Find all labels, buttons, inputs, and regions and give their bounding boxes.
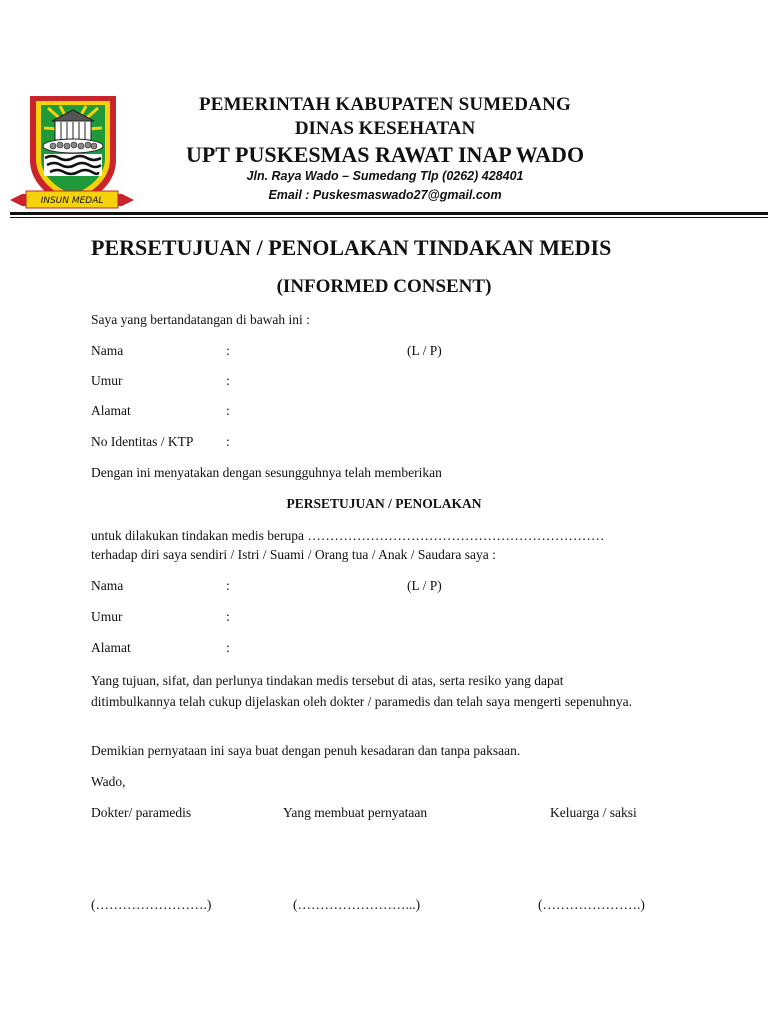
patient-age-label: Umur <box>91 609 123 624</box>
section-heading: PERSETUJUAN / PENOLAKAN <box>286 496 482 511</box>
signature-witness-label: Keluarga / saksi <box>550 805 637 820</box>
signature-doctor-label: Dokter/ paramedis <box>91 805 192 820</box>
patient-name-label: Nama <box>91 578 124 593</box>
field-gender-option: (L / P) <box>407 343 442 358</box>
header-address: Jln. Raya Wado – Sumedang Tlp (0262) 428401 <box>246 169 524 183</box>
closing-text: Demikian pernyataan ini saya buat dengan penuh kesadaran dan tanpa paksaan. <box>91 743 521 758</box>
intro-text: Saya yang bertandatangan di bawah ini : <box>91 312 310 327</box>
explanation-paragraph: Yang tujuan, sifat, dan perlunya tindakan medis tersebut di atas, serta resiko yang dapat ditimbulkannya telah cukup dijelaskan oleh dokter / paramedis dan telah saya mengerti sepenuhnya. <box>91 673 632 709</box>
document-title: PERSETUJUAN / PENOLAKAN TINDAKAN MEDIS <box>91 235 612 260</box>
header-email: Email : Puskesmaswado27@gmail.com <box>268 188 502 202</box>
place-date: Wado, <box>91 774 126 789</box>
field-id-colon: : <box>226 434 230 449</box>
field-name-colon: : <box>226 343 230 358</box>
header-rule-thick <box>10 212 768 215</box>
patient-name-colon: : <box>226 578 230 593</box>
patient-age-colon: : <box>226 609 230 624</box>
signature-doctor-line: (…………………….) <box>91 897 212 912</box>
header-department: DINAS KESEHATAN <box>294 118 476 139</box>
field-address-colon: : <box>226 403 230 418</box>
patient-address-label: Alamat <box>91 640 131 655</box>
action-line: untuk dilakukan tindakan medis berupa ………………………………………………………… <box>91 528 605 543</box>
signature-maker-line: (……………………...) <box>293 897 421 912</box>
kabupaten-sumedang-logo <box>8 90 136 218</box>
header-institution: UPT PUSKESMAS RAWAT INAP WADO <box>185 142 585 167</box>
signature-maker-label: Yang membuat pernyataan <box>283 805 428 820</box>
field-id-label: No Identitas / KTP <box>91 434 194 449</box>
field-address-label: Alamat <box>91 403 131 418</box>
field-age-label: Umur <box>91 373 123 388</box>
field-name-label: Nama <box>91 343 124 358</box>
document-subtitle: (INFORMED CONSENT) <box>276 276 492 297</box>
patient-address-colon: : <box>226 640 230 655</box>
crest-icon <box>8 90 136 218</box>
header-rule-thin <box>10 217 768 218</box>
field-age-colon: : <box>226 373 230 388</box>
target-line: terhadap diri saya sendiri / Istri / Suami / Orang tua / Anak / Saudara saya : <box>91 547 496 562</box>
header-government: PEMERINTAH KABUPATEN SUMEDANG <box>198 94 572 115</box>
signature-witness-line: (………………….) <box>538 897 645 912</box>
patient-gender-option: (L / P) <box>407 578 442 593</box>
logo-motto: INSUN MEDAL <box>40 196 104 206</box>
statement-text: Dengan ini menyatakan dengan sesungguhnya telah memberikan <box>91 465 442 480</box>
